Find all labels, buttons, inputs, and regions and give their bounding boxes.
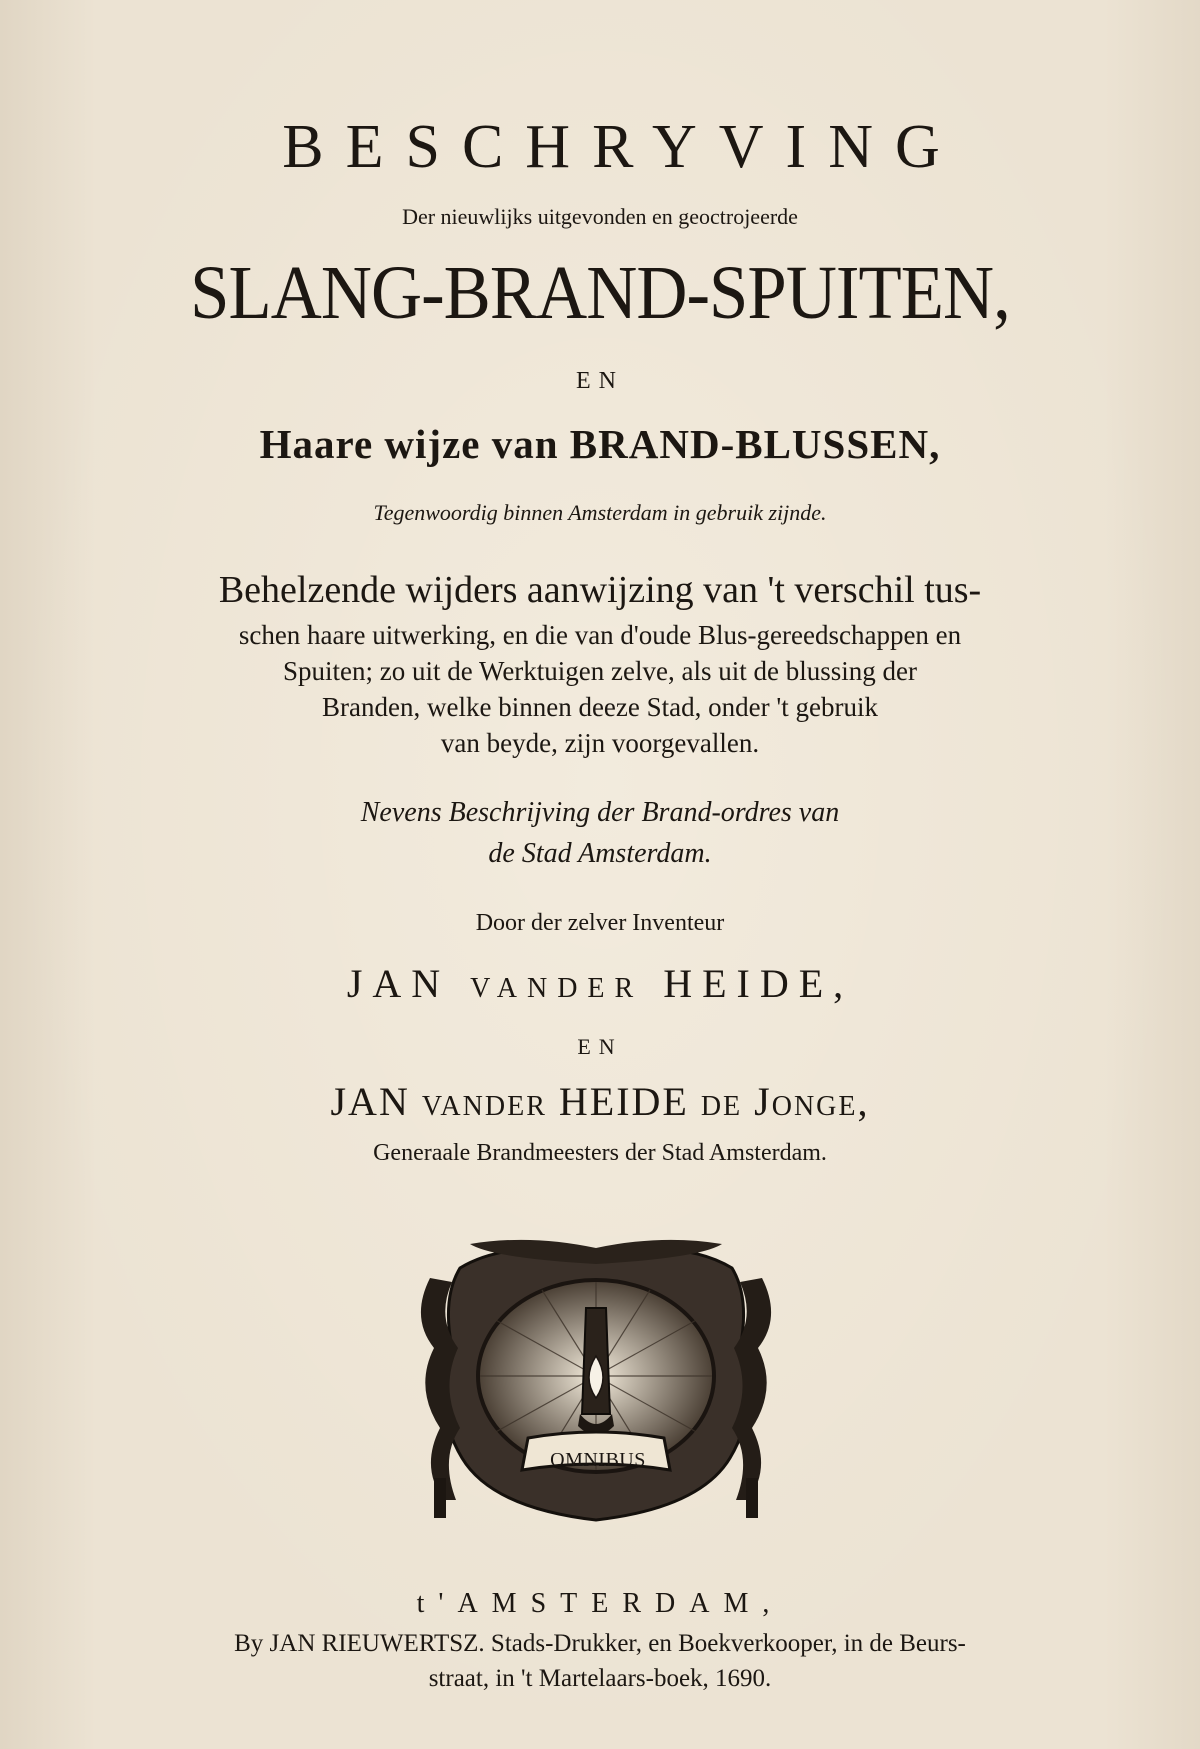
nevens-line-1: Nevens Beschrijving der Brand-ordres van [360,797,840,828]
authors-role: Generaale Brandmeesters der Stad Amsterdam. [373,1140,827,1166]
behelzende-line-1: Behelzende wijders aanwijzing van 't verschil tus- [218,569,982,611]
subtitle: Der nieuwlijks uitgevonden en geoctrojeerde [402,204,798,229]
conjunction-en-2: EN [577,1034,623,1059]
behelzende-line-2: schen haare uitwerking, en die van d'oude Blus-gereedschappen en [238,620,962,650]
emblem-motto: OMNIBUS [550,1449,646,1471]
nevens-line-2: de Stad Amsterdam. [488,838,712,869]
tegenwoordig-line: Tegenwoordig binnen Amsterdam in gebruik zijnde. [373,500,827,525]
haare-wijze-line: Haare wijze van BRAND-BLUSSEN, [259,421,941,467]
door-line: Door der zelver Inventeur [475,910,725,936]
emblem-icon [400,1238,792,1528]
printers-emblem [400,1238,792,1528]
imprint-line-2: straat, in 't Martelaars-boek, 1690. [428,1665,772,1692]
conjunction-en-1: EN [576,368,624,394]
imprint-line-1: By JAN RIEUWERTSZ. Stads-Drukker, en Boekverkooper, in de Beurs- [234,1630,966,1657]
imprint-city: t'AMSTERDAM, [416,1588,784,1619]
author-2: JAN vander HEIDE de Jonge, [330,1079,870,1124]
main-title: SLANG-BRAND-SPUITEN, [190,251,1010,335]
author-1: JAN vander HEIDE, [346,961,854,1006]
behelzende-line-5: van beyde, zijn voorgevallen. [440,728,760,758]
title: BESCHRYVING [282,113,962,181]
behelzende-line-3: Spuiten; zo uit de Werktuigen zelve, als uit de blussing der [283,656,917,686]
behelzende-line-4: Branden, welke binnen deeze Stad, onder 't gebruik [322,692,878,722]
